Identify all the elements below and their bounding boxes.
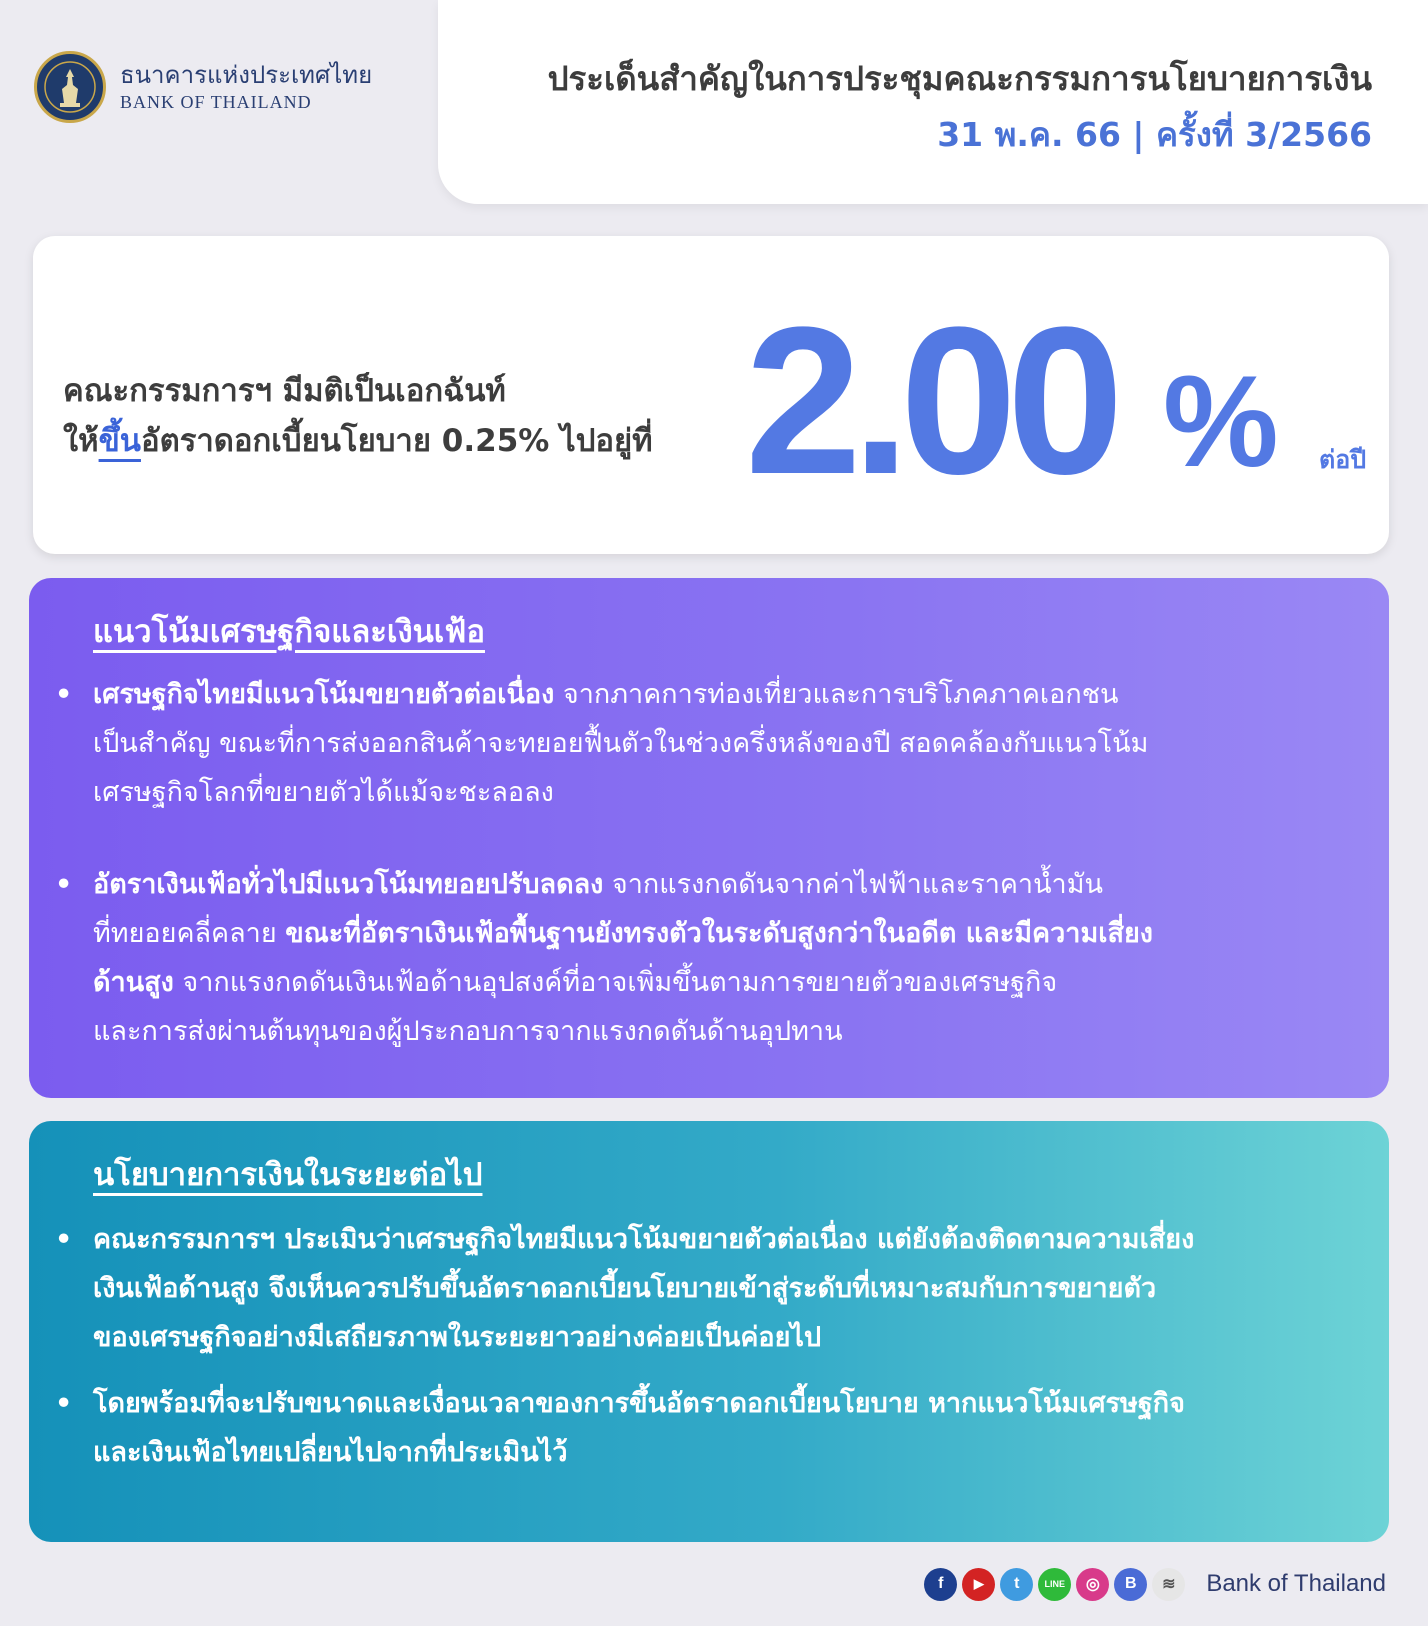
policy-section bbox=[29, 1121, 1389, 1542]
decision-highlight: ขึ้น bbox=[98, 423, 141, 459]
footer-label: Bank of Thailand bbox=[1206, 1570, 1386, 1597]
podcast-icon[interactable]: ≋ bbox=[1152, 1568, 1185, 1601]
facebook-icon[interactable]: f bbox=[924, 1568, 957, 1601]
decision-card bbox=[33, 236, 1389, 554]
policy-bullet-2-line-1: • โดยพร้อมที่จะปรับขนาดและเงื่อนเวลาของการขึ้นอัตราดอกเบี้ยนโยบาย หากแนวโน้มเศรษฐกิจ bbox=[93, 1388, 1185, 1419]
outlook-bullet-1 bbox=[93, 670, 1363, 817]
policy-rate-symbol: % bbox=[1163, 348, 1279, 494]
blockdit-icon[interactable]: B bbox=[1114, 1568, 1147, 1601]
meeting-date: 31 พ.ค. 66 | ครั้งที่ 3/2566 bbox=[937, 115, 1372, 154]
twitter-icon[interactable]: t bbox=[1000, 1568, 1033, 1601]
instagram-icon[interactable]: ◎ bbox=[1076, 1568, 1109, 1601]
policy-bullet-1 bbox=[93, 1215, 1363, 1362]
bank-seal-icon bbox=[34, 51, 106, 123]
page-title: ประเด็นสำคัญในการประชุมคณะกรรมการนโยบายการเงิน bbox=[547, 59, 1372, 98]
outlook-bullet-2 bbox=[93, 860, 1363, 1056]
youtube-icon[interactable]: ▶ bbox=[962, 1568, 995, 1601]
footer bbox=[924, 1566, 1386, 1602]
policy-rate-unit: ต่อปี bbox=[1319, 445, 1367, 474]
outlook-bullet-2-bold: อัตราเงินเฟ้อทั่วไปมีแนวโน้มทยอยปรับลดลง bbox=[93, 869, 604, 900]
policy-bullet-2-line-2: และเงินเฟ้อไทยเปลี่ยนไปจากที่ประเมินไว้ bbox=[93, 1437, 568, 1468]
outlook-bullet-1-line-1: จากภาคการท่องเที่ยวและการบริโภคภาคเอกชน bbox=[554, 679, 1119, 710]
outlook-bullet-2-line-1: จากแรงกดดันจากค่าไฟฟ้าและราคาน้ำมัน bbox=[603, 869, 1103, 900]
outlook-bullet-2-line-2-bold: ขณะที่อัตราเงินเฟ้อพื้นฐานยังทรงตัวในระดับสูงกว่าในอดีต และมีความเสี่ยง bbox=[285, 918, 1153, 949]
decision-line-2-suffix: อัตราดอกเบี้ยนโยบาย 0.25% ไปอยู่ที่ bbox=[140, 423, 653, 459]
outlook-bullet-2-line-4: และการส่งผ่านต้นทุนของผู้ประกอบการจากแรงกดดันด้านอุปทาน bbox=[93, 1016, 843, 1047]
outlook-bullet-1-bold: เศรษฐกิจไทยมีแนวโน้มขยายตัวต่อเนื่อง bbox=[93, 679, 555, 710]
decision-statement bbox=[63, 366, 653, 466]
outlook-bullet-2-line-2-plain: ที่ทยอยคลี่คลาย bbox=[93, 918, 286, 949]
policy-bullet-1-line-3: ของเศรษฐกิจอย่างมีเสถียรภาพในระยะยาวอย่างค่อยเป็นค่อยไป bbox=[93, 1322, 822, 1353]
policy-bullet-1-line-2: เงินเฟ้อด้านสูง จึงเห็นควรปรับขึ้นอัตราดอกเบี้ยนโยบายเข้าสู่ระดับที่เหมาะสมกับการขยายตัว bbox=[93, 1273, 1157, 1304]
outlook-heading: แนวโน้มเศรษฐกิจและเงินเฟ้อ bbox=[93, 614, 485, 650]
outlook-bullet-1-line-3: เศรษฐกิจโลกที่ขยายตัวได้แม้จะชะลอลง bbox=[93, 777, 554, 808]
line-icon[interactable]: LINE bbox=[1038, 1568, 1071, 1601]
policy-bullet-1-line-1: • คณะกรรมการฯ ประเมินว่าเศรษฐกิจไทยมีแนวโน้มขยายตัวต่อเนื่อง แต่ยังต้องติดตามความเสี่ยง bbox=[93, 1224, 1195, 1255]
decision-line-1: คณะกรรมการฯ มีมติเป็นเอกฉันท์ bbox=[63, 373, 506, 409]
brand-name-en: BANK OF THAILAND bbox=[120, 92, 312, 112]
policy-bullet-2 bbox=[93, 1379, 1363, 1477]
outlook-bullet-2-line-3-bold: ด้านสูง bbox=[93, 967, 174, 998]
header-card bbox=[438, 0, 1428, 204]
outlook-bullet-1-line-2: เป็นสำคัญ ขณะที่การส่งออกสินค้าจะทยอยฟื้นตัวในช่วงครึ่งหลังของปี สอดคล้องกับแนวโน้ม bbox=[93, 728, 1149, 759]
decision-line-2-prefix: ให้ bbox=[63, 423, 99, 459]
outlook-section bbox=[29, 578, 1389, 1098]
policy-rate-value: 2.00 bbox=[745, 283, 1114, 518]
policy-heading: นโยบายการเงินในระยะต่อไป bbox=[93, 1157, 483, 1193]
brand-name-th: ธนาคารแห่งประเทศไทย bbox=[120, 61, 373, 89]
outlook-bullet-2-line-3: จากแรงกดดันเงินเฟ้อด้านอุปสงค์ที่อาจเพิ่มขึ้นตามการขยายตัวของเศรษฐกิจ bbox=[173, 967, 1058, 998]
bank-logo bbox=[34, 50, 414, 124]
decision-line-2 bbox=[63, 416, 653, 466]
